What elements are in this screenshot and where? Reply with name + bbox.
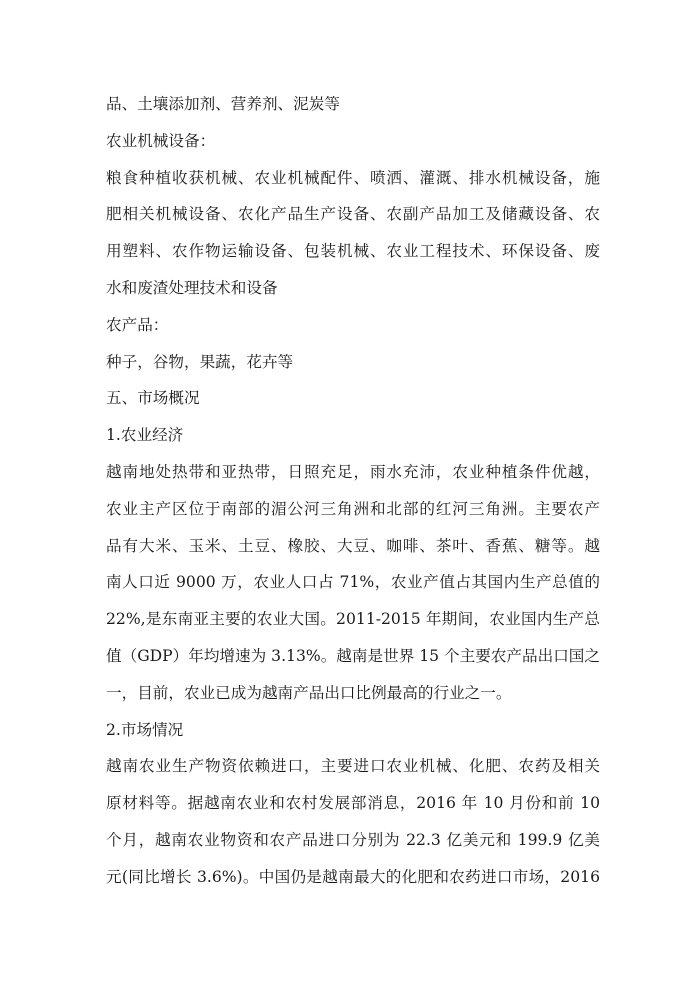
text-line: 农产品： (106, 315, 169, 334)
section-heading: 五、市场概况 (106, 389, 200, 408)
text-line: 元(同比增长 3.6%)。中国仍是越南最大的化肥和农药进口市场，2016 (106, 867, 600, 886)
text-line: 越南农业生产物资依赖进口，主要进口农业机械、化肥、农药及相关 (106, 757, 600, 776)
text-line: 农业主产区位于南部的湄公河三角洲和北部的红河三角洲。主要农产 (106, 499, 600, 518)
text-line: 22%,是东南亚主要的农业大国。2011-2015 年期间，农业国内生产总 (106, 610, 600, 629)
document-body (106, 86, 600, 896)
text-line: 品有大米、玉米、土豆、橡胶、大豆、咖啡、茶叶、香蕉、糖等。越 (106, 536, 600, 555)
text-line: 品、土壤添加剂、营养剂、泥炭等 (106, 95, 340, 113)
text-line: 水和废渣处理技术和设备 (106, 278, 278, 297)
text-line: 越南地处热带和亚热带，日照充足，雨水充沛，农业种植条件优越， (106, 462, 600, 481)
text-line: 一，目前，农业已成为越南产品出口比例最高的行业之一。 (106, 683, 512, 702)
text-line: 粮食种植收获机械、农业机械配件、喷洒、灌溉、排水机械设备，施 (106, 168, 600, 187)
text-line: 种子，谷物，果蔬，花卉等 (106, 352, 294, 371)
text-line: 原材料等。据越南农业和农村发展部消息，2016 年 10 月份和前 10 (106, 794, 600, 813)
text-line: 南人口近 9000 万，农业人口占 71%，农业产值占其国内生产总值的 (106, 573, 600, 592)
subsection-heading: 1.农业经济 (106, 426, 184, 445)
text-line: 用塑料、农作物运输设备、包装机械、农业工程技术、环保设备、废 (106, 242, 600, 261)
text-line: 肥相关机械设备、农化产品生产设备、农副产品加工及储藏设备、农 (106, 205, 600, 224)
subsection-heading: 2.市场情况 (106, 720, 184, 739)
text-line: 个月，越南农业物资和农产品进口分别为 22.3 亿美元和 199.9 亿美 (106, 830, 600, 849)
text-line: 农业机械设备： (106, 131, 216, 150)
text-line: 值（GDP）年均增速为 3.13%。越南是世界 15 个主要农产品出口国之 (106, 646, 600, 665)
